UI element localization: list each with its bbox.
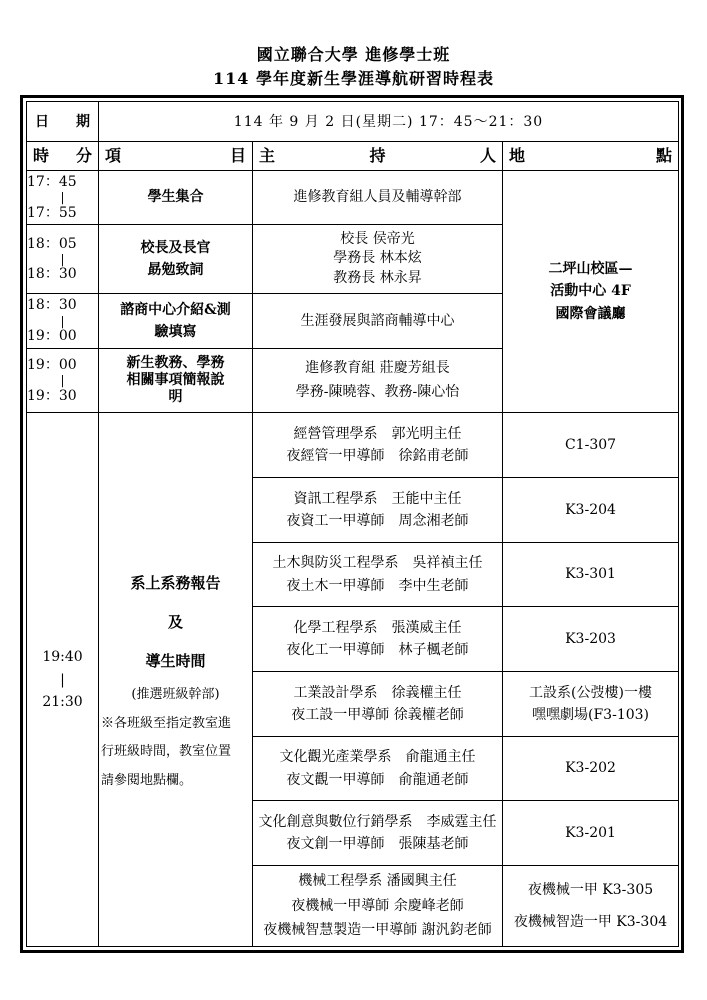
venue-line: 二坪山校區— (548, 261, 633, 277)
host-cell (253, 413, 503, 478)
header-time (27, 142, 99, 170)
time-start: 19:40 (42, 649, 83, 666)
host-line: 學務長 林本炫 (333, 250, 422, 267)
document-title-line2: 114 學年度新生學涯導航研習時程表 (213, 69, 494, 88)
main-venue-cell (503, 170, 679, 413)
item-cell: 學生集合 (99, 170, 253, 225)
dept-note: 請參閱地點欄。 (101, 772, 193, 788)
header-time-right: 分 (75, 146, 92, 166)
time-cell (27, 225, 99, 294)
time-cell (27, 170, 99, 225)
header-item-right: 目 (229, 146, 246, 166)
header-item-left: 項 (105, 146, 122, 166)
host-line: 夜工設一甲導師 徐義權老師 (291, 706, 464, 723)
header-host (253, 142, 503, 170)
room-cell (503, 672, 679, 737)
host-cell (253, 348, 503, 413)
host-line: 土木與防災工程學系 吳祥禎主任 (272, 555, 483, 572)
host-line: 進修教育組 莊慶芳組長 (305, 359, 450, 376)
document-title-line1: 國立聯合大學 進修學士班 (256, 45, 451, 64)
host-line: 文化觀光產業學系 俞龍通主任 (279, 749, 476, 766)
table-row (27, 170, 679, 225)
time-start: 17：45 (27, 173, 77, 190)
host-line: 化學工程學系 張漢威主任 (293, 619, 462, 636)
room-cell: K3-202 (503, 736, 679, 801)
date-label-cell (27, 102, 99, 142)
host-cell (253, 294, 503, 349)
dept-item-and: 及 (167, 613, 183, 632)
host-line: 夜土木一甲導師 李中生老師 (286, 577, 469, 594)
item-line: 諮商中心介紹&測 (120, 301, 231, 318)
time-separator: | (60, 373, 65, 388)
time-start: 18：30 (27, 297, 77, 314)
date-label-right: 期 (76, 113, 90, 130)
host-cell (253, 672, 503, 737)
date-row (27, 102, 679, 142)
time-start: 19：00 (27, 357, 77, 374)
host-line: 機械工程學系 潘國興主任 (298, 873, 457, 890)
dept-time-cell (27, 413, 99, 947)
time-separator: | (60, 671, 65, 688)
room-line: 嘿嘿劇場(F3-103) (532, 706, 649, 723)
room-line: 夜機械一甲 K3-305 (527, 881, 654, 898)
dept-note: 行班級時間，教室位置 (101, 744, 232, 760)
header-host-c3: 人 (479, 146, 496, 166)
room-cell: K3-204 (503, 478, 679, 543)
dept-item-cell (99, 413, 253, 947)
header-host-c1: 主 (259, 146, 276, 166)
room-cell: K3-201 (503, 801, 679, 866)
header-place (503, 142, 679, 170)
venue-line: 國際會議廳 (555, 305, 626, 322)
header-place-left: 地 (509, 146, 526, 166)
header-place-right: 點 (656, 146, 673, 166)
time-separator: | (60, 190, 65, 205)
host-cell (253, 478, 503, 543)
item-cell (99, 294, 253, 349)
host-line: 資訊工程學系 王能中主任 (293, 490, 462, 507)
host-line: 夜機械智慧製造一甲導師 謝汎鈞老師 (263, 922, 492, 939)
time-end: 21:30 (42, 693, 83, 710)
host-line: 教務長 林永昇 (333, 270, 422, 287)
room-cell: C1-307 (503, 413, 679, 478)
host-line: 學務-陳曉蓉、教務-陳心怡 (295, 383, 460, 400)
host-line: 夜經管一甲導師 徐銘甫老師 (286, 448, 469, 465)
host-line: 夜資工一甲導師 周念湘老師 (286, 512, 469, 529)
venue-line: 活動中心 4F (550, 283, 631, 300)
time-separator: | (60, 313, 65, 328)
schedule-table (26, 101, 679, 947)
host-line: 生涯發展與諮商輔導中心 (300, 312, 455, 329)
item-line: 相關事項簡報說 (126, 372, 225, 389)
room-cell (503, 866, 679, 947)
item-line: 明 (168, 389, 183, 406)
host-cell (253, 542, 503, 607)
host-cell (253, 866, 503, 947)
date-label-left: 日 (35, 113, 49, 130)
time-cell (27, 294, 99, 349)
item-line: 校長及長官 (140, 239, 211, 256)
dept-item-title: 系上系務報告 (130, 574, 221, 593)
time-separator: | (60, 252, 65, 267)
time-cell (27, 348, 99, 413)
host-line: 夜機械一甲導師 余慶峰老師 (291, 897, 464, 914)
dept-note: ※各班級至指定教室進 (101, 715, 232, 731)
header-host-c2: 持 (369, 146, 386, 166)
time-end: 19：00 (27, 328, 77, 345)
item-line: 勗勉致詞 (147, 262, 204, 279)
header-time-left: 時 (33, 146, 50, 166)
dept-note: (推選班級幹部) (131, 687, 220, 703)
host-line: 校長 侯帝光 (340, 230, 415, 247)
host-cell (253, 801, 503, 866)
host-line: 夜文觀一甲導師 俞龍通老師 (286, 771, 469, 788)
time-end: 19：30 (27, 387, 77, 404)
item-line: 驗填寫 (154, 323, 197, 340)
event-date: 114 年 9 月 2 日(星期二) 17：45～21：30 (99, 102, 679, 142)
host-cell (253, 225, 503, 294)
item-cell (99, 348, 253, 413)
column-header-row (27, 142, 679, 170)
host-line: 夜化工一甲導師 林子楓老師 (286, 642, 469, 659)
dept-item-subtitle: 導生時間 (145, 652, 206, 671)
room-cell: K3-203 (503, 607, 679, 672)
time-start: 18：05 (27, 235, 77, 252)
time-end: 17：55 (27, 204, 77, 221)
host-cell (253, 736, 503, 801)
host-line: 文化創意與數位行銷學系 李威霆主任 (258, 813, 497, 830)
time-end: 18：30 (27, 266, 77, 283)
room-line: 工設系(公弢樓)一樓 (529, 684, 652, 701)
host-cell (253, 607, 503, 672)
host-cell (253, 170, 503, 225)
host-line: 夜文創一甲導師 張陳基老師 (286, 836, 469, 853)
room-cell: K3-301 (503, 542, 679, 607)
item-line: 新生教務、學務 (126, 355, 225, 372)
host-line: 經營管理學系 郭光明主任 (293, 425, 462, 442)
table-row (27, 413, 679, 478)
host-line: 工業設計學系 徐義權主任 (293, 684, 462, 701)
header-item (99, 142, 253, 170)
room-line: 夜機械智造一甲 K3-304 (513, 914, 668, 931)
host-line: 進修教育組人員及輔導幹部 (293, 189, 462, 206)
item-cell (99, 225, 253, 294)
